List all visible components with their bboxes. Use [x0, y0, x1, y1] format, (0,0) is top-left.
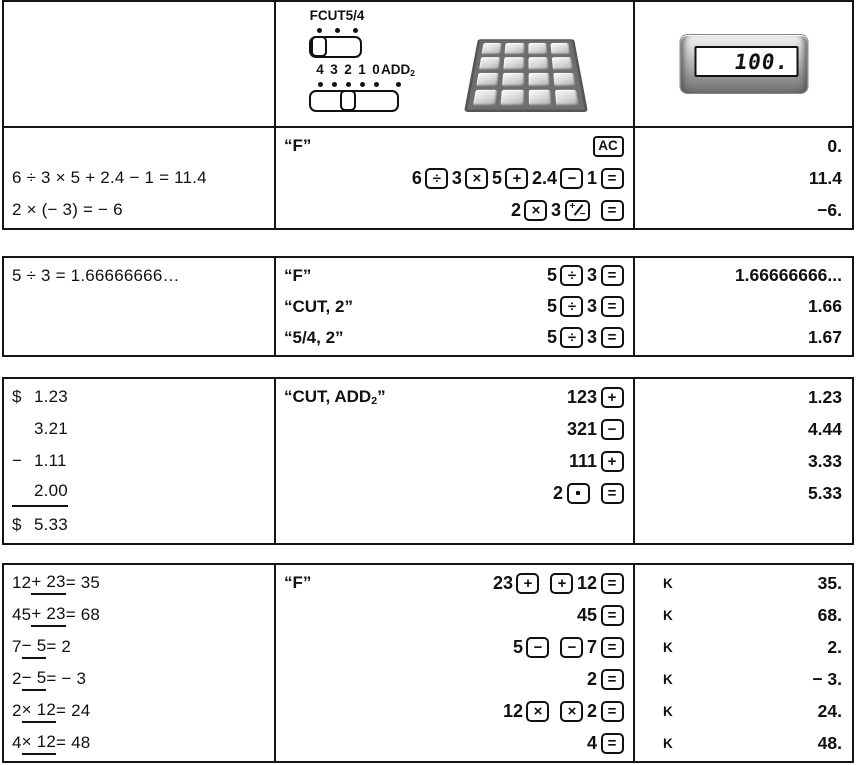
keypad-key	[473, 90, 497, 106]
equation-part: = 48	[56, 733, 91, 752]
example-text	[4, 631, 274, 663]
equation-part: 6 ÷ 3 × 5 + 2.4 − 1 = 11.4	[12, 168, 207, 187]
equals-key: =	[601, 483, 624, 504]
example-column	[4, 128, 274, 228]
position-dot	[318, 82, 323, 87]
display-result: 1.66	[807, 296, 842, 316]
key-sequence	[284, 419, 625, 440]
constant-indicator: K	[663, 607, 673, 623]
key-sequence	[284, 605, 625, 626]
display-result-line	[635, 477, 852, 509]
money-line	[12, 419, 68, 439]
position-dot	[332, 82, 337, 87]
key-sequence	[311, 573, 625, 594]
key-entry-number: 321	[566, 418, 597, 439]
display-result-line	[635, 663, 852, 695]
example-text	[4, 260, 274, 291]
key-sequence	[311, 265, 625, 286]
multiply-key: ×	[465, 168, 488, 189]
key-entry-number: 5	[546, 296, 557, 316]
display-column	[633, 128, 852, 228]
keypad-key	[553, 73, 576, 87]
operation-column	[274, 128, 633, 228]
keypad-key	[504, 57, 524, 69]
display-result-line	[635, 599, 852, 631]
divide-key: ÷	[560, 327, 583, 348]
key-sequence	[284, 483, 625, 504]
key-sequence	[284, 733, 625, 754]
key-sequence	[284, 637, 625, 658]
minus-key: −	[560, 168, 583, 189]
operation-column	[274, 379, 633, 543]
display-result-line	[635, 445, 852, 477]
key-entry-number: 3	[451, 167, 462, 188]
example-text	[4, 381, 274, 413]
display-result-line	[635, 631, 852, 663]
equals-key: =	[601, 701, 624, 722]
position-dot	[317, 28, 322, 33]
display-result: 3.33	[807, 450, 842, 471]
display-result: 24.	[817, 700, 842, 721]
keypad-key	[528, 57, 548, 69]
example-text	[4, 162, 274, 194]
mode-label: “F”	[284, 573, 312, 592]
equation-part: 5 ÷ 3 = 1.66666666…	[12, 265, 180, 285]
key-entry-number: 12	[576, 572, 597, 593]
key-entry-number: 5	[546, 327, 557, 347]
header-row	[4, 2, 852, 128]
underlined-term: × 12	[22, 732, 56, 755]
key-entry-number: 111	[568, 450, 597, 471]
display-result-line	[635, 413, 852, 445]
multiply-key: ×	[526, 701, 549, 722]
key-sequence	[284, 200, 625, 221]
key-entry-number: 5	[512, 636, 523, 657]
display-result: 5.33	[807, 482, 842, 503]
operation-line	[276, 381, 633, 413]
subscript-2: 2	[410, 67, 415, 78]
key-entry-number: 3	[586, 327, 597, 347]
key-entry-number: 5	[491, 167, 502, 188]
equation-part: 7	[12, 637, 22, 656]
example-column	[4, 565, 274, 761]
lcd-screen	[694, 46, 798, 77]
mode-label: “F”	[284, 265, 312, 285]
minus-glyph: −	[579, 208, 586, 220]
example-text	[4, 322, 274, 353]
example-text	[4, 567, 274, 599]
subscript-2: 2	[371, 394, 378, 407]
key-entry-number: 6	[411, 167, 422, 188]
mode-label: “CUT, ADD2”	[284, 387, 386, 407]
slider2-label: 3	[330, 62, 338, 77]
display-result-line	[635, 162, 852, 194]
key-sequence	[311, 136, 625, 157]
equation-part: = 68	[65, 605, 101, 624]
equals-key: =	[601, 733, 624, 754]
minus-key: −	[560, 637, 583, 658]
operation-line	[276, 445, 633, 477]
keypad-key	[482, 43, 502, 54]
example-column	[4, 258, 274, 355]
display-result-line	[635, 509, 852, 541]
display-result: 0.	[827, 135, 842, 156]
divide-key: ÷	[560, 296, 583, 317]
calculator-keypad-icon	[454, 16, 598, 116]
equals-key: =	[601, 168, 624, 189]
key-sequence	[344, 327, 625, 348]
key-entry-number: 2	[510, 199, 521, 220]
money-number: 2.00	[34, 481, 68, 500]
display-result: 4.44	[807, 418, 842, 439]
money-line	[12, 515, 68, 535]
constant-indicator: K	[663, 735, 673, 751]
example-text	[4, 291, 274, 322]
operation-line	[276, 162, 633, 194]
display-column	[633, 258, 852, 355]
display-result: 1.23	[807, 386, 842, 407]
operation-line	[276, 291, 633, 322]
display-result-line	[635, 130, 852, 162]
display-result-line	[635, 194, 852, 226]
multiply-key: ×	[524, 200, 547, 221]
mode-label: “F”	[284, 136, 312, 155]
display-result: 2.	[827, 636, 842, 657]
key-entry-number: 45	[576, 604, 597, 625]
equals-key: =	[601, 573, 624, 594]
equals-key: =	[601, 637, 624, 658]
display-column	[633, 565, 852, 761]
equation-part: 2	[12, 669, 22, 688]
underlined-term: + 23	[31, 572, 65, 595]
decimal-point-key	[567, 483, 590, 504]
display-result-line	[635, 381, 852, 413]
slider2-knob	[340, 90, 356, 111]
equation-part: 4	[12, 733, 22, 752]
key-entry-number: 23	[492, 572, 513, 593]
equals-key: =	[601, 265, 624, 286]
table-constant-examples	[2, 563, 854, 763]
key-sequence	[284, 451, 625, 472]
display-result: 1.66666666...	[734, 265, 842, 285]
key-entry-number: 1	[586, 167, 597, 188]
equation-part: = 24	[56, 701, 91, 720]
equals-key: =	[601, 296, 624, 317]
keypad-key	[501, 90, 524, 106]
key-entry-number: 2	[552, 482, 563, 503]
display-result-line	[635, 695, 852, 727]
operation-line	[276, 631, 633, 663]
plus-glyph: +	[569, 200, 576, 212]
money-number: 1.23	[34, 387, 68, 406]
dot-glyph	[576, 491, 580, 495]
equals-key: =	[601, 669, 624, 690]
equation-part: 2 × (− 3) = − 6	[12, 200, 123, 219]
operation-line	[276, 194, 633, 226]
keypad-key	[528, 90, 551, 106]
plus-key: +	[601, 387, 624, 408]
constant-indicator: K	[663, 575, 673, 591]
equation-part: = 35	[65, 573, 101, 592]
underlined-term: + 23	[31, 604, 65, 627]
money-line	[12, 387, 68, 407]
key-entry-number: 3	[550, 199, 561, 220]
underlined-term: − 5	[22, 668, 47, 691]
constant-indicator: K	[663, 639, 673, 655]
keypad-key	[555, 90, 579, 106]
money-number: 3.21	[34, 419, 68, 438]
header-switch-cell	[274, 2, 633, 126]
constant-indicator: K	[663, 671, 673, 687]
key-entry-number: 2	[586, 668, 597, 689]
display-result: 1.67	[807, 327, 842, 347]
operation-line	[276, 663, 633, 695]
operation-line	[276, 599, 633, 631]
operation-line	[276, 130, 633, 162]
plus-key: +	[550, 573, 573, 594]
operation-line	[276, 509, 633, 541]
keypad-key	[476, 73, 499, 87]
example-text	[4, 509, 274, 541]
header-empty-cell	[4, 2, 274, 126]
operation-line	[276, 727, 633, 759]
key-sequence	[386, 387, 625, 408]
money-sign: $	[12, 387, 22, 406]
keypad-key	[502, 73, 524, 87]
example-text	[4, 727, 274, 759]
example-text	[4, 445, 274, 477]
operation-line	[276, 477, 633, 509]
position-dot	[335, 28, 340, 33]
constant-indicator: K	[663, 703, 673, 719]
equals-key: =	[601, 327, 624, 348]
ac-key: AC	[593, 136, 624, 157]
key-entry-number: 2	[586, 700, 597, 721]
slider2-label: 1	[358, 62, 366, 77]
key-sequence	[284, 669, 625, 690]
divide-key: ÷	[425, 168, 448, 189]
keypad-key	[528, 43, 547, 54]
keypad-key	[505, 43, 524, 54]
multiply-key: ×	[560, 701, 583, 722]
example-text	[4, 477, 274, 509]
money-line	[12, 479, 68, 507]
display-result: − 3.	[812, 668, 842, 689]
display-result: 68.	[817, 604, 842, 625]
operation-column	[274, 258, 633, 355]
minus-key: −	[526, 637, 549, 658]
operation-line	[276, 260, 633, 291]
slider2-label: 4	[316, 62, 324, 77]
equation-part: 2	[12, 701, 22, 720]
operation-column	[274, 565, 633, 761]
key-sequence	[353, 296, 625, 317]
money-number: 1.11	[34, 451, 67, 470]
lcd-display-icon	[680, 35, 807, 93]
lcd-value: 100.	[732, 49, 791, 74]
slider1-knob	[311, 36, 327, 57]
display-result-line	[635, 322, 852, 353]
decimal-places-slider-icon	[309, 90, 399, 112]
key-sequence	[284, 168, 625, 189]
plus-key: +	[601, 451, 624, 472]
keypad-key	[552, 57, 573, 69]
money-number: 5.33	[34, 515, 68, 534]
display-column	[633, 379, 852, 543]
money-sign: −	[12, 451, 23, 470]
slider2-label: 0	[372, 62, 380, 77]
divide-key: ÷	[560, 265, 583, 286]
equals-key: =	[601, 605, 624, 626]
equation-part: 45	[12, 605, 32, 624]
key-entry-number: 12	[502, 700, 523, 721]
key-sequence	[284, 701, 625, 722]
example-text	[4, 663, 274, 695]
minus-key: −	[601, 419, 624, 440]
table-rounding-examples	[2, 256, 854, 357]
slider2-label: ADD2	[381, 62, 415, 78]
plus-minus-key	[565, 200, 590, 221]
key-entry-number: 3	[586, 296, 597, 316]
header-display-cell	[633, 2, 852, 126]
display-result: 48.	[817, 732, 842, 753]
operation-line	[276, 413, 633, 445]
money-line	[12, 451, 67, 471]
plus-key: +	[505, 168, 528, 189]
keypad-key	[479, 57, 500, 69]
mode-label: “5/4, 2”	[284, 327, 344, 347]
display-result: 11.4	[808, 167, 842, 188]
slider2-label: 2	[344, 62, 352, 77]
key-entry-number: 123	[566, 386, 597, 407]
operation-line	[276, 567, 633, 599]
example-text	[4, 599, 274, 631]
equation-part: = − 3	[46, 669, 87, 688]
key-entry-number: 5	[546, 265, 557, 285]
keypad-key	[528, 73, 550, 87]
example-text	[4, 194, 274, 226]
operation-line	[276, 322, 633, 353]
key-entry-number: 4	[586, 732, 597, 753]
underlined-term: × 12	[22, 700, 56, 723]
equals-key: =	[601, 200, 624, 221]
money-sign: $	[12, 515, 22, 534]
key-entry-number: 7	[586, 636, 597, 657]
keypad-key	[550, 43, 570, 54]
equation-part: 12	[12, 573, 32, 592]
example-text	[4, 413, 274, 445]
display-result-line	[635, 727, 852, 759]
position-dot	[360, 82, 365, 87]
position-dot	[353, 28, 358, 33]
mode-label: “CUT, 2”	[284, 296, 353, 316]
display-result: −6.	[817, 199, 842, 220]
display-result-line	[635, 260, 852, 291]
display-result-line	[635, 291, 852, 322]
display-result: 35.	[817, 572, 842, 593]
example-text	[4, 130, 274, 162]
key-entry-number: 3	[586, 265, 597, 285]
equation-part: = 2	[46, 637, 72, 656]
display-result-line	[635, 567, 852, 599]
mode-switches	[276, 6, 446, 122]
position-dot	[374, 82, 379, 87]
keypad-keys	[464, 39, 588, 112]
position-dot	[396, 82, 401, 87]
underlined-term: − 5	[22, 636, 47, 659]
table-basic-calculation	[2, 0, 854, 230]
f-cut-54-slider-icon	[309, 36, 362, 58]
operation-line	[276, 695, 633, 727]
fcut54-label: FCUT5/4	[309, 8, 365, 23]
table-add-mode-examples	[2, 377, 854, 545]
position-dot	[346, 82, 351, 87]
example-column	[4, 379, 274, 543]
example-text	[4, 695, 274, 727]
key-entry-number: 2.4	[531, 167, 557, 188]
plus-key: +	[516, 573, 539, 594]
